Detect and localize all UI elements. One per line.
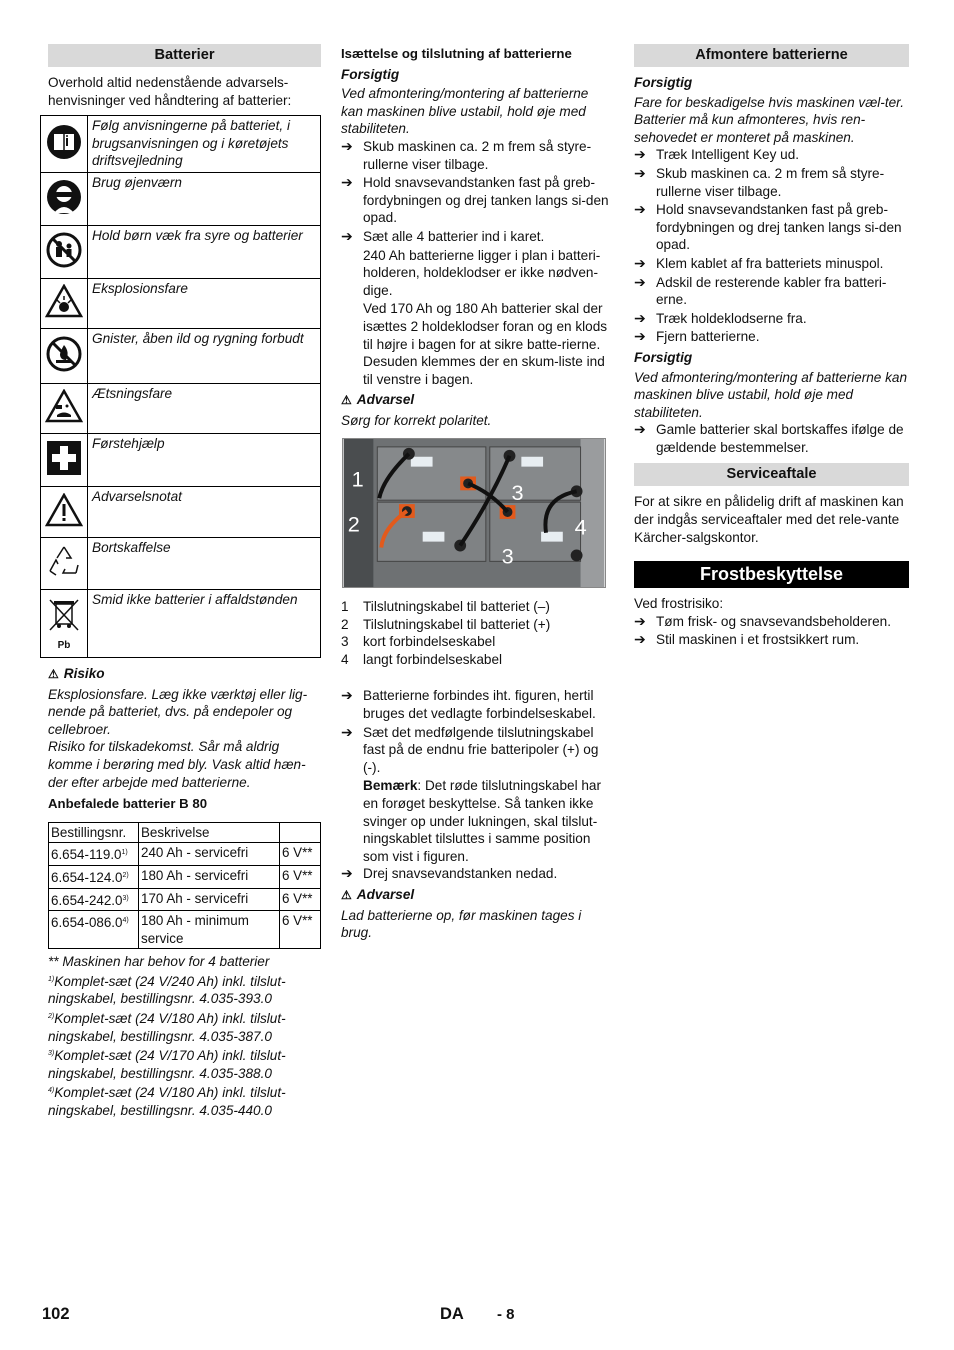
warning-text: Sørg for korrekt polaritet. — [341, 412, 492, 428]
warning-heading: ⚠ Advarsel — [341, 391, 613, 410]
sub-page-number: - 8 — [497, 1306, 515, 1323]
safety-symbols-table — [40, 115, 321, 658]
step-item: ➔ Batterierne forbindes iht. figuren, hertil bruges det vedlagte forbindelseskabel. — [341, 687, 596, 722]
corrosive-icon — [41, 383, 88, 433]
warning-triangle-icon: ⚠ — [341, 887, 352, 902]
caution-heading: Forsigtig — [634, 75, 693, 90]
step-item: ➔ Skub maskinen ca. 2 m frem så styre-rullerne viser tilbage. — [341, 137, 592, 172]
no-fire-icon — [41, 328, 88, 383]
caution-heading: Forsigtig — [634, 349, 693, 365]
arrow-icon: ➔ — [634, 631, 646, 648]
step-item: ➔ Sæt alle 4 batterier ind i karet. — [341, 227, 545, 244]
footnote: $^{1)}$Komplet-sæt (24 V/240 Ah) inkl. tilslut-ningskabel, bestillingsnr. 4.035-393.0 — [48, 973, 286, 1007]
arrow-icon: ➔ — [341, 174, 353, 191]
arrow-icon: ➔ — [341, 687, 353, 704]
warning-icon — [41, 486, 88, 537]
first-aid-icon — [41, 433, 88, 486]
section-header-remove: Afmontere batterierne — [634, 44, 909, 67]
legend-item: 4 langt forbindelseskabel — [341, 651, 503, 667]
caution-text: Ved afmontering/montering af batterierne kan maskinen blive ustabil, hold øje med stabiliteten. — [634, 369, 908, 420]
symbol-text: Eksplosionsfare — [88, 278, 321, 328]
step-item: ➔ Stil maskinen i et frostsikkert rum. — [634, 631, 860, 648]
warning-text: Lad batterierne op, før maskinen tages i brug. — [341, 907, 582, 941]
explosion-icon — [41, 278, 88, 328]
arrow-icon: ➔ — [634, 309, 646, 326]
photo-label-4: 4 — [574, 515, 587, 541]
step-item: ➔ Træk Intelligent Key ud. — [634, 146, 800, 163]
pb-label: Pb — [57, 640, 71, 652]
caution-text: Ved afmontering/montering af batterierne kan maskinen blive ustabil, hold øje med stabiliteten. — [341, 86, 589, 137]
note-paragraph: Bemærk: Det røde tilslutningskabel har en forøget beskyttelse. Så tanken ikke svinger op under lukningen, skal tilslut-ningskablet tilsluttes i samme position som vist i figuren. — [363, 778, 602, 864]
table-header: Bestillingsnr. — [49, 822, 139, 843]
warning-triangle-icon: ⚠ — [48, 666, 59, 681]
section-header-batteries: Batterier — [48, 44, 321, 67]
footnote: $^{2)}$Komplet-sæt (24 V/180 Ah) inkl. tilslut-ningskabel, bestillingsnr. 4.035-387.0 — [48, 1011, 286, 1044]
legend-item: 3 kort forbindelseskabel — [341, 634, 496, 650]
table-header — [280, 822, 321, 843]
arrow-icon: ➔ — [634, 254, 646, 271]
arrow-icon: ➔ — [341, 865, 353, 882]
caution-heading: Forsigtig — [341, 66, 400, 82]
step-item: ➔ Hold snavsevandstanken fast på greb-fordybningen og drej tanken langs si-den opad. — [634, 201, 902, 253]
photo-label-3b: 3 — [501, 543, 514, 569]
photo-label-3: 3 — [511, 480, 524, 506]
footnote: $^{3)}$Komplet-sæt (24 V/170 Ah) inkl. tilslut-ningskabel, bestillingsnr. 4.035-388.0 — [48, 1048, 286, 1081]
service-text: For at sikre en pålidelig drift af maskinen kan der indgås serviceaftaler med det rele-vante Kärcher-salgskontor. — [634, 494, 904, 545]
symbol-text: Smid ikke batterier i affaldstønden — [88, 589, 321, 657]
step-item: ➔ Skub maskinen ca. 2 m frem så styre-rullerne viser tilbage. — [634, 164, 885, 199]
symbol-text: Ætsningsfare — [88, 383, 321, 433]
arrow-icon: ➔ — [634, 164, 646, 181]
manual-icon — [41, 116, 88, 173]
step-item: ➔ Fjern batterierne. — [634, 328, 760, 345]
intro-text: Overhold altid nedenstående advarsels-henvisninger ved håndtering af batterier: — [48, 75, 292, 108]
photo-label-2: 2 — [347, 512, 360, 538]
arrow-icon: ➔ — [341, 137, 353, 154]
warning-triangle-icon: ⚠ — [341, 393, 352, 408]
frost-intro: Ved frostrisiko: — [634, 596, 724, 612]
legend-item: 1 Tilslutningskabel til batteriet (–) — [341, 599, 550, 615]
table-header: Beskrivelse — [139, 822, 280, 843]
step-item: ➔ Adskil de resterende kabler fra batteri-erne. — [634, 273, 887, 308]
arrow-icon: ➔ — [341, 723, 353, 740]
section-header-frost: Frostbeskyttelse — [634, 561, 909, 588]
step-item: ➔ Tøm frisk- og snavsevandsbeholderen. — [634, 612, 891, 629]
step-item: ➔ Hold snavsevandstanken fast på greb-fordybningen og drej tanken langs si-den opad. — [341, 174, 609, 226]
arrow-icon: ➔ — [634, 421, 646, 438]
risk-text-2: Risiko for tilskadekomst. Sår må aldrig komme i berøring med bly. Vask altid hæn-der efter arbejde med batterierne. — [48, 739, 306, 790]
keep-children-away-icon — [41, 225, 88, 278]
table-note: ** Maskinen har behov for 4 batterier — [48, 954, 270, 970]
goggles-icon — [41, 172, 88, 225]
table-row: 6.654-242.0$^{3)}$ 170 Ah - servicefri 6 V** — [49, 888, 321, 911]
arrow-icon: ➔ — [634, 273, 646, 290]
arrow-icon: ➔ — [634, 146, 646, 163]
language-code: DA — [440, 1305, 464, 1323]
caution-text: Fare for beskadigelse hvis maskinen væl-ter. Batterier må kun afmonteres, hvis ren-sehovedet er monteret på maskinen. — [634, 94, 904, 145]
arrow-icon: ➔ — [634, 201, 646, 218]
table-row: 6.654-124.0$^{2)}$ 180 Ah - servicefri 6 V** — [49, 865, 321, 888]
section-header-service: Serviceaftale — [634, 463, 909, 486]
column-middle — [341, 44, 613, 942]
symbol-text: Hold børn væk fra syre og batterier — [88, 225, 321, 278]
recommended-batteries-title: Anbefalede batterier B 80 — [48, 796, 208, 812]
table-row: 6.654-119.0$^{1)}$ 240 Ah - servicefri 6 V** — [49, 843, 321, 866]
step-item: ➔ Klem kablet af fra batteriets minuspol. — [634, 254, 884, 271]
warning-heading: ⚠ Advarsel — [341, 886, 613, 905]
insert-batteries-title: Isættelse og tilslutning af batterierne — [341, 46, 572, 61]
step-item: ➔ Drej snavsevandstanken nedad. — [341, 865, 558, 882]
step-item: ➔ Gamle batterier skal bortskaffes ifølge de gældende bestemmelser. — [634, 421, 904, 455]
arrow-icon: ➔ — [341, 227, 353, 244]
column-right — [634, 44, 909, 650]
battery-photo — [342, 438, 606, 588]
footnote: $^{4)}$Komplet-sæt (24 V/180 Ah) inkl. tilslut-ningskabel, bestillingsnr. 4.035-440.0 — [48, 1085, 286, 1119]
no-trash-bin-icon — [41, 589, 88, 657]
risk-heading: ⚠ Risiko — [48, 665, 321, 684]
symbol-text: Følg anvisningerne på batteriet, i brugsanvisningen og i køretøjets driftsvejledning — [88, 116, 321, 173]
step-item: ➔ Sæt det medfølgende tilslutningskabel fast på de endnu frie batteripoler (+) og (-). — [341, 723, 599, 775]
risk-text-1: Eksplosionsfare. Læg ikke værktøj eller lig-nende på batteriet, dvs. på endepoler og cellebroer. — [48, 686, 308, 737]
symbol-text: Brug øjenværn — [88, 172, 321, 225]
recycle-icon — [41, 537, 88, 589]
symbol-text: Advarselsnotat — [88, 486, 321, 537]
step-paragraph: 240 Ah batterierne ligger i plan i batteri-holderen, holdeklodser er ikke nødven-dige. — [363, 247, 601, 298]
photo-label-1: 1 — [351, 466, 364, 492]
symbol-text: Gnister, åben ild og rygning forbudt — [88, 328, 321, 383]
battery-table — [48, 822, 321, 950]
step-item: ➔ Træk holdeklodserne fra. — [634, 309, 807, 326]
step-paragraph: Ved 170 Ah og 180 Ah batterier skal der isættes 2 holdeklodser foran og en klods til højre i bagen for at sikre batte-rierne. Desuden klemmes der en skum-liste ind til venstre i bagen. — [363, 301, 608, 387]
table-row: 6.654-086.0$^{4)}$ 180 Ah - minimum service 6 V** — [49, 911, 321, 949]
symbol-text: Førstehjælp — [88, 433, 321, 486]
column-left — [48, 44, 321, 1120]
arrow-icon: ➔ — [634, 328, 646, 345]
symbol-text: Bortskaffelse — [88, 537, 321, 589]
arrow-icon: ➔ — [634, 612, 646, 629]
legend-item: 2 Tilslutningskabel til batteriet (+) — [341, 616, 551, 632]
page-number: 102 — [42, 1305, 70, 1323]
